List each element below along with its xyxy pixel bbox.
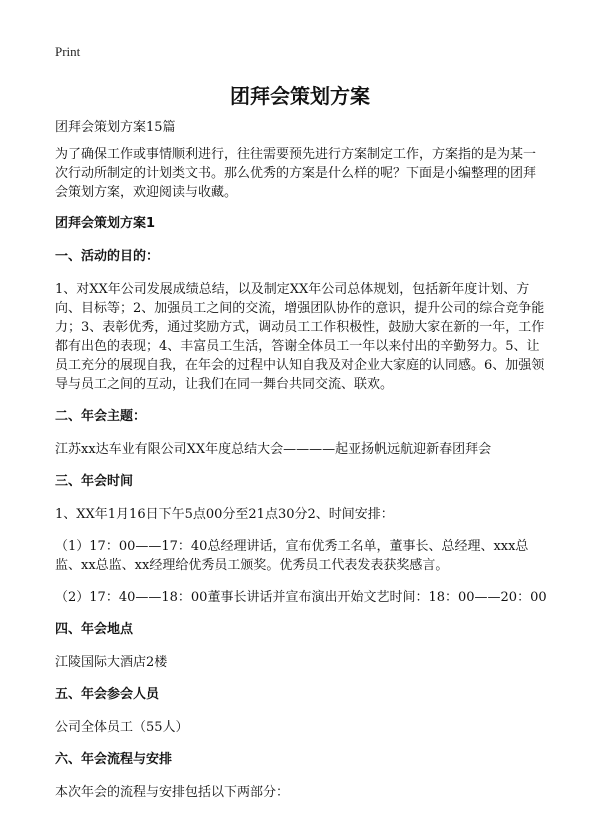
print-label: Print [55, 44, 81, 59]
section-venue-heading: 四、年会地点 [55, 622, 134, 637]
section-attendees-heading: 五、年会参会人员 [55, 687, 160, 702]
section-purpose-heading: 一、活动的目的： [55, 249, 160, 264]
section-time-schedule-1: （1）17：00——17：40总经理讲话，宣布优秀工名单，董事长、总经理、xxx总监、xx总监、xx经理给优秀员工颁奖。优秀员工代表发表获奖感言。 [55, 539, 529, 573]
section-attendees-text: 公司全体员工（55人） [55, 720, 189, 735]
section-agenda-text: 本次年会的流程与安排包括以下两部分： [55, 785, 290, 800]
document-title: 团拜会策划方案 [230, 84, 370, 108]
section-time-text: 1、XX年1月16日下午5点00分至21点30分2、时间安排： [55, 507, 394, 522]
plan-title: 团拜会策划方案1 [55, 216, 156, 231]
section-theme-heading: 二、年会主题： [55, 409, 147, 424]
section-agenda-heading: 六、年会流程与安排 [55, 752, 173, 767]
intro-paragraph: 为了确保工作或事情顺利进行，往往需要预先进行方案制定工作，方案指的是为某一次行动所制定的计划类文书。那么优秀的方案是什么样的呢？下面是小编整理的团拜会策划方案，欢迎阅读与收藏。 [55, 147, 537, 200]
section-theme-text: 江苏xx达车业有限公司XX年度总结大会————起亚扬帆远航迎新春团拜会 [55, 442, 492, 457]
section-purpose-text: 1、对XX年公司发展成绩总结，以及制定XX年公司总体规划，包括新年度计划、方向、目标等；2、加强员工之间的交流，增强团队协作的意识，提升公司的综合竞争能力；3、表彰优秀，通过奖励方式，调动员工工作积极性，鼓励大家在新的一年，工作都有出色的表现；4、丰富员工生活，答谢全体员工一年以来付出的辛勤努力。5、让员工充分的展现自我，在年会的过程中认知自我及对企业大家庭的认同感。6、加强领导与员工之间的互动，让我们在同一舞台共同交流、联欢。 [55, 282, 545, 392]
section-venue-text: 江陵国际大酒店2楼 [55, 655, 168, 670]
document-subtitle: 团拜会策划方案15篇 [55, 120, 176, 135]
section-time-heading: 三、年会时间 [55, 474, 134, 489]
section-time-schedule-2: （2）17：40——18：00董事长讲话并宣布演出开始文艺时间：18：00——20：00 [55, 590, 547, 605]
document-body [55, 118, 547, 815]
